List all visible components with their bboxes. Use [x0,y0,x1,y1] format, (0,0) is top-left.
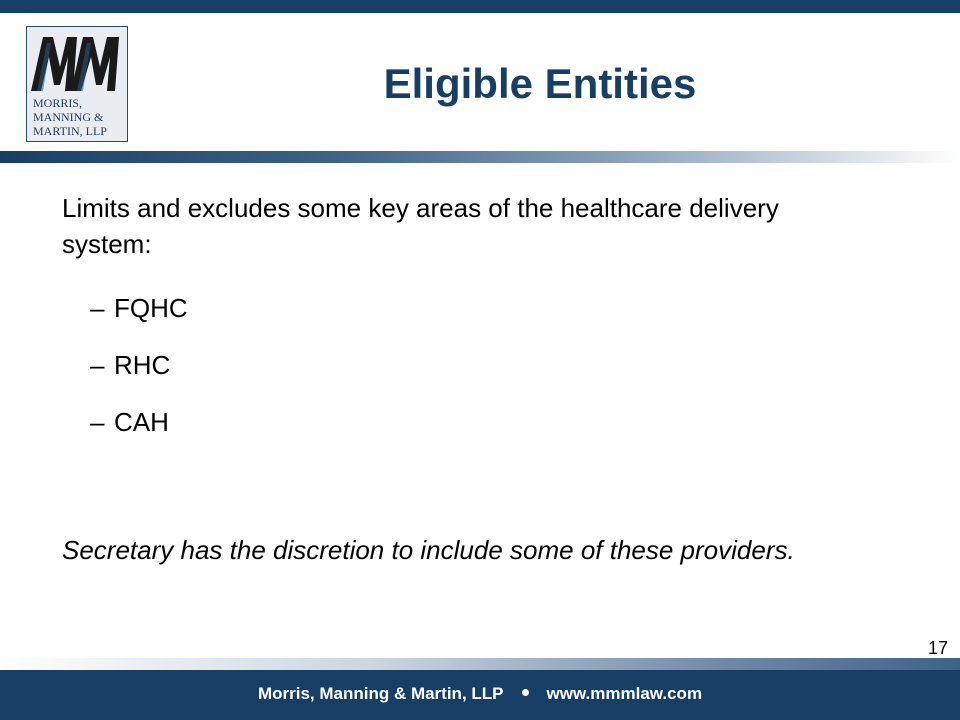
list-item [90,347,188,383]
list-dash: – [90,350,105,380]
svg-text:MORRIS,: MORRIS, [33,96,83,110]
entity-list [90,290,188,461]
list-item [90,290,188,326]
firm-logo [26,26,128,142]
footer-text [0,684,960,704]
firm-logo-icon [27,27,127,141]
header-divider [0,151,960,163]
slide-number: 17 [927,638,948,658]
list-item-label: RHC [114,350,171,380]
footer-bar [0,670,960,720]
top-bar [0,0,960,13]
slide-title: Eligible Entities [383,60,697,107]
bullet-dot-icon [522,689,529,696]
svg-text:MANNING &: MANNING & [33,110,104,124]
list-dash: – [90,293,105,323]
footer-divider [0,658,960,670]
list-item [90,404,188,440]
svg-text:MARTIN, LLP: MARTIN, LLP [33,124,107,138]
list-dash: – [90,407,105,437]
intro-text: Limits and excludes some key areas of the healthcare delivery system: [62,193,779,259]
footer-firm-name: Morris, Manning & Martin, LLP [257,684,504,703]
list-item-label: CAH [114,407,169,437]
note-text: Secretary has the discretion to include some of these providers. [62,535,795,565]
footer-website: www.mmmlaw.com [546,684,703,703]
list-item-label: FQHC [114,293,188,323]
